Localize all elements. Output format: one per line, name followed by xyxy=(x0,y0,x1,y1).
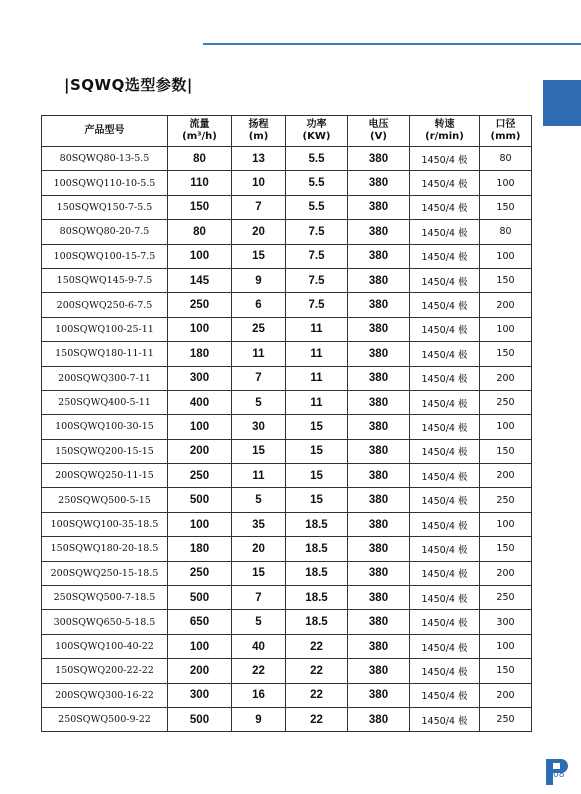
table-cell: 15 xyxy=(232,561,286,585)
table-cell: 1450/4 极 xyxy=(410,366,480,390)
table-cell: 18.5 xyxy=(286,610,348,634)
column-header-unit: (mm) xyxy=(490,131,521,142)
table-cell: 15 xyxy=(232,244,286,268)
table-cell: 200 xyxy=(480,464,532,488)
table-cell: 150 xyxy=(480,195,532,219)
table-cell: 7.5 xyxy=(286,268,348,292)
column-header xyxy=(480,116,532,147)
table-cell: 380 xyxy=(348,147,410,171)
table-row xyxy=(42,610,532,634)
table-cell: 22 xyxy=(286,683,348,707)
table-cell: 1450/4 极 xyxy=(410,244,480,268)
table-cell: 20 xyxy=(232,537,286,561)
table-cell: 1450/4 极 xyxy=(410,537,480,561)
table-cell: 150 xyxy=(480,342,532,366)
table-cell: 150SQWQ200-15-15 xyxy=(42,439,168,463)
table-row xyxy=(42,634,532,658)
table-cell: 100SQWQ100-30-15 xyxy=(42,415,168,439)
table-row xyxy=(42,464,532,488)
table-row xyxy=(42,293,532,317)
table-cell: 300SQWQ650-5-18.5 xyxy=(42,610,168,634)
table-cell: 100 xyxy=(480,634,532,658)
column-header-label: 扬程 xyxy=(248,119,269,130)
column-header-label: 功率 xyxy=(306,119,327,130)
table-cell: 10 xyxy=(232,171,286,195)
table-row xyxy=(42,195,532,219)
table-cell: 380 xyxy=(348,171,410,195)
table-cell: 11 xyxy=(286,342,348,366)
column-header xyxy=(410,116,480,147)
table-cell: 250 xyxy=(480,707,532,731)
table-cell: 200SQWQ250-15-18.5 xyxy=(42,561,168,585)
table-cell: 15 xyxy=(286,464,348,488)
table-row xyxy=(42,220,532,244)
table-cell: 100 xyxy=(480,512,532,536)
table-cell: 22 xyxy=(232,659,286,683)
table-cell: 1450/4 极 xyxy=(410,488,480,512)
table-row xyxy=(42,317,532,341)
page-number: 08 xyxy=(553,770,565,780)
table-cell: 380 xyxy=(348,659,410,683)
column-header xyxy=(232,116,286,147)
table-cell: 380 xyxy=(348,390,410,414)
table-cell: 100 xyxy=(480,244,532,268)
table-cell: 380 xyxy=(348,317,410,341)
table-cell: 1450/4 极 xyxy=(410,390,480,414)
table-cell: 1450/4 极 xyxy=(410,195,480,219)
table-cell: 1450/4 极 xyxy=(410,439,480,463)
table-cell: 150SQWQ145-9-7.5 xyxy=(42,268,168,292)
table-cell: 200 xyxy=(168,439,232,463)
table-cell: 18.5 xyxy=(286,561,348,585)
table-cell: 7.5 xyxy=(286,220,348,244)
table-cell: 100SQWQ100-25-11 xyxy=(42,317,168,341)
column-header-unit: (m) xyxy=(248,131,269,142)
table-cell: 100 xyxy=(168,634,232,658)
table-cell: 5.5 xyxy=(286,171,348,195)
table-row xyxy=(42,488,532,512)
table-body xyxy=(42,147,532,732)
table-cell: 18.5 xyxy=(286,512,348,536)
section-tab xyxy=(543,80,581,126)
table-cell: 300 xyxy=(168,683,232,707)
table-cell: 11 xyxy=(286,390,348,414)
table-cell: 380 xyxy=(348,439,410,463)
table-cell: 11 xyxy=(286,317,348,341)
table-cell: 500 xyxy=(168,586,232,610)
table-header-row xyxy=(42,116,532,147)
table-row xyxy=(42,342,532,366)
column-header-label: 口径 xyxy=(495,119,516,130)
table-cell: 1450/4 极 xyxy=(410,610,480,634)
table-cell: 80 xyxy=(480,220,532,244)
table-cell: 150 xyxy=(480,439,532,463)
table-cell: 250SQWQ500-5-15 xyxy=(42,488,168,512)
table-cell: 380 xyxy=(348,342,410,366)
table-cell: 5.5 xyxy=(286,147,348,171)
table-cell: 180 xyxy=(168,342,232,366)
table-cell: 13 xyxy=(232,147,286,171)
table-cell: 7 xyxy=(232,366,286,390)
table-cell: 250SQWQ500-9-22 xyxy=(42,707,168,731)
table-row xyxy=(42,586,532,610)
table-cell: 18.5 xyxy=(286,537,348,561)
spec-table xyxy=(41,115,532,732)
table-row xyxy=(42,707,532,731)
table-cell: 1450/4 极 xyxy=(410,342,480,366)
table-cell: 15 xyxy=(286,439,348,463)
table-cell: 500 xyxy=(168,707,232,731)
table-cell: 1450/4 极 xyxy=(410,707,480,731)
table-row xyxy=(42,561,532,585)
table-cell: 200SQWQ300-7-11 xyxy=(42,366,168,390)
table-cell: 200 xyxy=(480,683,532,707)
table-cell: 150 xyxy=(480,659,532,683)
table-cell: 30 xyxy=(232,415,286,439)
table-cell: 7.5 xyxy=(286,293,348,317)
table-cell: 150SQWQ150-7-5.5 xyxy=(42,195,168,219)
table-cell: 20 xyxy=(232,220,286,244)
column-header-unit: (KW) xyxy=(302,131,331,142)
table-cell: 5.5 xyxy=(286,195,348,219)
table-cell: 1450/4 极 xyxy=(410,586,480,610)
table-cell: 250 xyxy=(480,488,532,512)
table-cell: 1450/4 极 xyxy=(410,293,480,317)
table-cell: 9 xyxy=(232,707,286,731)
table-cell: 100 xyxy=(168,244,232,268)
table-cell: 25 xyxy=(232,317,286,341)
table-cell: 100SQWQ100-15-7.5 xyxy=(42,244,168,268)
table-cell: 1450/4 极 xyxy=(410,147,480,171)
table-cell: 80 xyxy=(168,220,232,244)
table-cell: 100 xyxy=(480,171,532,195)
table-cell: 15 xyxy=(286,415,348,439)
table-cell: 380 xyxy=(348,415,410,439)
table-row xyxy=(42,683,532,707)
table-cell: 380 xyxy=(348,366,410,390)
table-cell: 18.5 xyxy=(286,586,348,610)
table-cell: 380 xyxy=(348,488,410,512)
table-row xyxy=(42,659,532,683)
table-row xyxy=(42,415,532,439)
table-cell: 16 xyxy=(232,683,286,707)
table-cell: 380 xyxy=(348,512,410,536)
table-cell: 9 xyxy=(232,268,286,292)
table-cell: 100SQWQ110-10-5.5 xyxy=(42,171,168,195)
column-header-label: 产品型号 xyxy=(84,125,125,136)
table-cell: 5 xyxy=(232,488,286,512)
table-cell: 145 xyxy=(168,268,232,292)
table-cell: 22 xyxy=(286,659,348,683)
table-cell: 80SQWQ80-13-5.5 xyxy=(42,147,168,171)
page-title: |SQWQ选型参数| xyxy=(64,76,193,94)
table-cell: 380 xyxy=(348,634,410,658)
table-row xyxy=(42,244,532,268)
table-cell: 380 xyxy=(348,586,410,610)
table-cell: 1450/4 极 xyxy=(410,415,480,439)
table-row xyxy=(42,512,532,536)
table-cell: 100 xyxy=(168,317,232,341)
table-cell: 650 xyxy=(168,610,232,634)
table-cell: 380 xyxy=(348,244,410,268)
table-cell: 7 xyxy=(232,586,286,610)
table-cell: 6 xyxy=(232,293,286,317)
table-cell: 200 xyxy=(480,366,532,390)
header-rule xyxy=(203,43,581,45)
table-cell: 100 xyxy=(168,415,232,439)
table-cell: 500 xyxy=(168,488,232,512)
table-cell: 380 xyxy=(348,220,410,244)
table-cell: 1450/4 极 xyxy=(410,464,480,488)
table-cell: 1450/4 极 xyxy=(410,683,480,707)
table-cell: 200SQWQ250-6-7.5 xyxy=(42,293,168,317)
table-cell: 5 xyxy=(232,390,286,414)
table-cell: 400 xyxy=(168,390,232,414)
table-cell: 1450/4 极 xyxy=(410,634,480,658)
column-header xyxy=(168,116,232,147)
table-cell: 200SQWQ300-16-22 xyxy=(42,683,168,707)
table-cell: 150SQWQ180-20-18.5 xyxy=(42,537,168,561)
table-row xyxy=(42,537,532,561)
table-cell: 22 xyxy=(286,707,348,731)
table-cell: 250SQWQ400-5-11 xyxy=(42,390,168,414)
table-cell: 380 xyxy=(348,195,410,219)
table-cell: 250 xyxy=(168,464,232,488)
table-row xyxy=(42,366,532,390)
table-cell: 250SQWQ500-7-18.5 xyxy=(42,586,168,610)
table-cell: 1450/4 极 xyxy=(410,561,480,585)
table-cell: 380 xyxy=(348,268,410,292)
table-row xyxy=(42,268,532,292)
table-cell: 7 xyxy=(232,195,286,219)
column-header xyxy=(286,116,348,147)
table-cell: 150 xyxy=(480,537,532,561)
table-cell: 200 xyxy=(168,659,232,683)
table-cell: 100SQWQ100-40-22 xyxy=(42,634,168,658)
column-header-label: 流量 xyxy=(189,119,210,130)
table-cell: 100 xyxy=(480,415,532,439)
table-cell: 380 xyxy=(348,683,410,707)
table-cell: 300 xyxy=(480,610,532,634)
table-cell: 250 xyxy=(480,390,532,414)
table-cell: 150SQWQ200-22-22 xyxy=(42,659,168,683)
column-header-label: 转速 xyxy=(434,119,455,130)
table-row xyxy=(42,439,532,463)
column-header-unit: (m³/h) xyxy=(182,131,217,142)
column-header-unit: (V) xyxy=(370,131,387,142)
table-cell: 15 xyxy=(286,488,348,512)
table-cell: 11 xyxy=(232,464,286,488)
column-header xyxy=(42,116,168,147)
table-cell: 1450/4 极 xyxy=(410,220,480,244)
table-cell: 1450/4 极 xyxy=(410,268,480,292)
table-row xyxy=(42,147,532,171)
table-cell: 80 xyxy=(168,147,232,171)
table-cell: 1450/4 极 xyxy=(410,659,480,683)
table-cell: 380 xyxy=(348,293,410,317)
table-cell: 80 xyxy=(480,147,532,171)
table-cell: 40 xyxy=(232,634,286,658)
table-row xyxy=(42,390,532,414)
table-cell: 150 xyxy=(480,268,532,292)
table-cell: 380 xyxy=(348,561,410,585)
table-cell: 200 xyxy=(480,561,532,585)
table-cell: 100 xyxy=(168,512,232,536)
table-cell: 150 xyxy=(168,195,232,219)
table-cell: 35 xyxy=(232,512,286,536)
table-cell: 380 xyxy=(348,707,410,731)
table-cell: 1450/4 极 xyxy=(410,317,480,341)
table-cell: 300 xyxy=(168,366,232,390)
table-cell: 250 xyxy=(168,561,232,585)
table-cell: 11 xyxy=(286,366,348,390)
table-cell: 380 xyxy=(348,537,410,561)
table-row xyxy=(42,171,532,195)
column-header-label: 电压 xyxy=(368,119,389,130)
table-cell: 110 xyxy=(168,171,232,195)
table-cell: 7.5 xyxy=(286,244,348,268)
table-cell: 380 xyxy=(348,610,410,634)
table-cell: 180 xyxy=(168,537,232,561)
table-cell: 250 xyxy=(168,293,232,317)
table-cell: 5 xyxy=(232,610,286,634)
column-header xyxy=(348,116,410,147)
table-cell: 250 xyxy=(480,586,532,610)
column-header-unit: (r/min) xyxy=(425,131,464,142)
table-cell: 15 xyxy=(232,439,286,463)
table-cell: 1450/4 极 xyxy=(410,512,480,536)
table-cell: 1450/4 极 xyxy=(410,171,480,195)
table-cell: 11 xyxy=(232,342,286,366)
table-cell: 380 xyxy=(348,464,410,488)
table-cell: 200 xyxy=(480,293,532,317)
table-cell: 80SQWQ80-20-7.5 xyxy=(42,220,168,244)
table-cell: 22 xyxy=(286,634,348,658)
table-cell: 150SQWQ180-11-11 xyxy=(42,342,168,366)
table-cell: 100 xyxy=(480,317,532,341)
table-cell: 100SQWQ100-35-18.5 xyxy=(42,512,168,536)
table-cell: 200SQWQ250-11-15 xyxy=(42,464,168,488)
